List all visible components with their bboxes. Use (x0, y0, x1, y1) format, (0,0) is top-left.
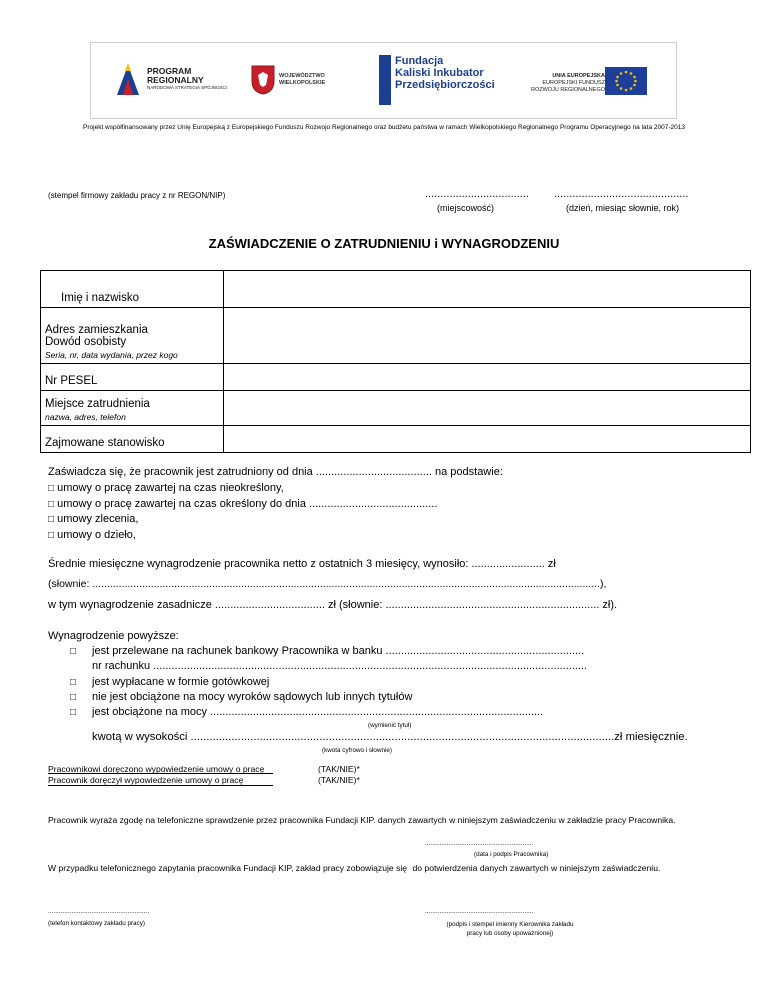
data-table (40, 270, 751, 453)
workplace-label: Miejsce zatrudnienia nazwa, adres, telefon (41, 391, 224, 426)
payment-encumbered[interactable]: □ jest obciążone na mocy ............................................................................................................. (70, 706, 544, 718)
name-value[interactable] (224, 271, 751, 308)
checkbox-icon[interactable]: □ (70, 677, 77, 688)
option-indefinite[interactable]: □ umowy o pracę zawartej na czas nieokreślony, (48, 482, 284, 494)
logo2-text: WOJEWÓDZTWO WIELKOPOLSKIE (279, 73, 326, 86)
notice-given-value: (TAK/NIE)* (318, 775, 360, 785)
workplace-value[interactable] (224, 391, 751, 426)
employment-intro: Zaświadcza się, że pracownik jest zatrudniony od dnia ...................................... na podstawie: (48, 466, 503, 478)
payment-not-encumbered[interactable]: □ nie jest obciążone na mocy wyroków sądowych lub innych tytułów (70, 691, 413, 703)
checkbox-icon[interactable]: □ (70, 707, 77, 718)
base-salary: w tym wynagrodzenie zasadnicze .................................... zł (słownie: ...................................................................... zł). (48, 599, 618, 611)
salary-in-words: (słownie: ..............................................................................................................................................................................), (48, 578, 607, 590)
employee-sign-dots: ............................................................ (425, 840, 534, 847)
place-label: (miejscowość) (437, 203, 495, 213)
payment-account: nr rachunku .............................................................................................................................................. (92, 660, 588, 672)
average-salary: Średnie miesięczne wynagrodzenie pracownika netto z ostatnich 3 miesięcy, wynosiło: ........................ zł (48, 558, 556, 570)
payment-bank[interactable]: □ jest przelewane na rachunek bankowy Pracownika w banku ................................................................. (70, 645, 585, 657)
employee-sign-label: (data i podpis Pracownika) (474, 851, 549, 858)
logo3-text: Fundacja Kaliski Inkubator Przedsiębiorczości (395, 55, 495, 91)
logo-banner (90, 42, 677, 119)
title-note: (wymienić tytuł) (368, 722, 412, 729)
option-mandate[interactable]: □ umowy zlecenia, (48, 513, 139, 525)
manager-sign-label: (podpis i stempel imienny Kierownika zakładu pracy lub osoby upoważnionej) (446, 921, 574, 937)
checkbox-icon[interactable]: □ (70, 692, 77, 703)
notice-underline (48, 773, 273, 774)
place-dots: .................................. (425, 188, 529, 200)
address-label: Adres zamieszkania Dowód osobisty Seria, nr, data wydania, przez kogo (41, 308, 224, 364)
checkbox-icon[interactable]: □ (48, 530, 55, 541)
notice-given: Pracownik doręczył wypowiedzenie umowy o pracę (48, 775, 244, 785)
notice-received-value: (TAK/NIE)* (318, 764, 360, 774)
option-fixed-term[interactable]: □ umowy o pracę zawartej na czas określony do dnia .......................................... (48, 498, 438, 510)
position-label: Zajmowane stanowisko (41, 426, 224, 453)
amount-note: (kwota cyfrowo i słownie) (322, 747, 392, 754)
notice-received: Pracownikowi doręczono wypowiedzenie umowy o pracę (48, 764, 265, 774)
stamp-label: (stempel firmowy zakładu pracy z nr REGON/NIP) (48, 191, 226, 200)
date-label: (dzień, miesiąc słownie, rok) (566, 203, 680, 213)
logo4-text: UNIA EUROPEJSKA EUROPEJSKI FUNDUSZ ROZWOJU REGIONALNEGO (531, 73, 605, 93)
kip-bar-icon (379, 55, 391, 105)
eu-flag-icon (605, 67, 647, 95)
payment-cash[interactable]: □ jest wypłacane w formie gotówkowej (70, 676, 270, 688)
address-value[interactable] (224, 308, 751, 364)
phone-dots: ........................................................ (48, 908, 150, 915)
position-value[interactable] (224, 426, 751, 453)
pesel-value[interactable] (224, 364, 751, 391)
program-regionalny-logo-icon (113, 59, 143, 99)
page-title: ZAŚWIADCZENIE O ZATRUDNIENIU i WYNAGRODZENIU (208, 236, 560, 251)
phone-label: (telefon kontaktowy zakładu pracy) (48, 920, 145, 927)
checkbox-icon[interactable]: □ (48, 483, 55, 494)
checkbox-icon[interactable]: □ (70, 646, 77, 657)
consent-text: Pracownik wyraża zgodę na telefoniczne sprawdzenie przez pracownika Fundacji KIP. danych zawartych w niniejszym zaświadczeniu w zakładzie pracy Pracownika. (48, 815, 676, 825)
option-task[interactable]: □ umowy o dzieło, (48, 529, 136, 541)
manager-sign-dots: ............................................................ (425, 908, 534, 915)
date-dots: ............................................ (554, 188, 689, 200)
notice-underline (48, 785, 273, 786)
project-note: Projekt współfinansowany przez Unię Europejską z Europejskiego Funduszu Rozwoju Regionalnego oraz budżetu państwa w ramach Wielkopolskiego Regionalnego Programu Operacyjnego na lata 2007-2013 (83, 124, 685, 131)
pesel-label: Nr PESEL (41, 364, 224, 391)
name-label: Imię i nazwisko (41, 271, 224, 308)
checkbox-icon[interactable]: □ (48, 514, 55, 525)
logo1-text: PROGRAM REGIONALNY NARODOWA STRATEGIA SPÓJNOŚCI (147, 66, 228, 90)
checkbox-icon[interactable]: □ (48, 499, 55, 510)
wielkopolska-coat-icon (251, 65, 275, 95)
payment-heading: Wynagrodzenie powyższe: (48, 630, 179, 642)
obligation-text: W przypadku telefonicznego zapytania pracownika Fundacji KIP, zakład pracy zobowiązuje się do potwierdzenia danych zawartych w niniejszym zaświadczeniu. (48, 863, 661, 873)
amount-line: kwotą w wysokości .......................................................................................................................................zł miesięcznie. (92, 731, 688, 743)
